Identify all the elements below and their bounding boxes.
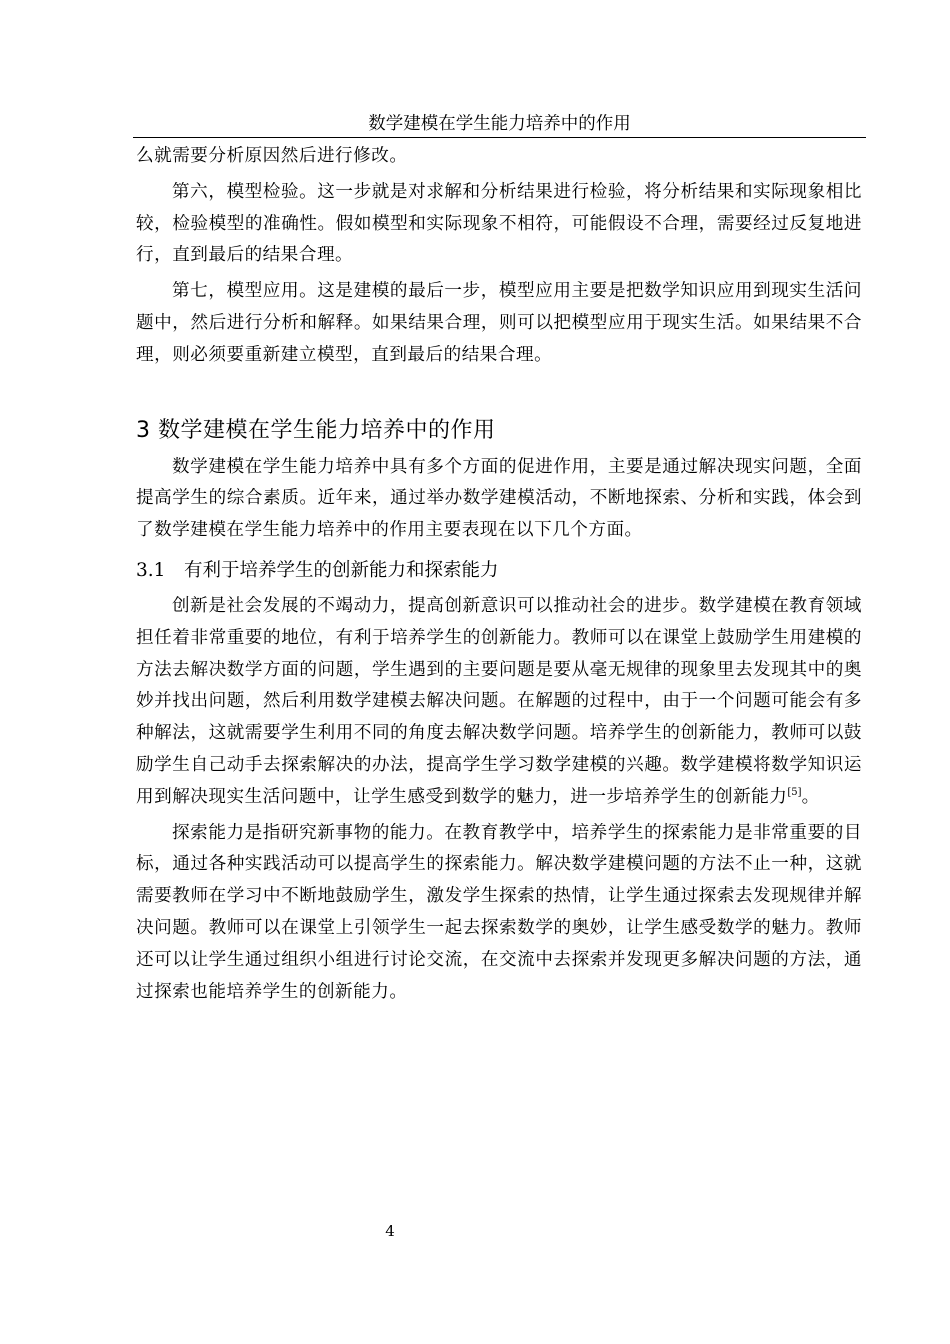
paragraph-continuation: 么就需要分析原因然后进行修改。 xyxy=(136,146,408,166)
paragraph-innovation-text: 创新是社会发展的不竭动力，提高创新意识可以推动社会的进步。数学建模在教育领域担任着非常重要的地位，有利于培养学生的创新能力。教师可以在课堂上鼓励学生用建模的方法去解决数学方面的问题，学生遇到的主要问题是要从毫无规律的现象里去发现其中的奥妙并找出问题，然后利用数学建模去解决问题。在解题的过程中，由于一个问题可能会有多种解法，这就需要学生利用不同的角度去解决数学问题。培养学生的创新能力，教师可以鼓励学生自己动手去探索解决的办法，提高学生学习数学建模的兴趣。数学建模将数学知识运用到解决现实生活问题中，让学生感受到数学的魅力，进一步培养学生的创新能力 xyxy=(136,595,862,807)
subsection-number: 3.1 xyxy=(136,559,166,581)
subsection-heading xyxy=(136,557,862,585)
subsection-title: 有利于培养学生的创新能力和探索能力 xyxy=(184,559,499,581)
section-heading: 3 数学建模在学生能力培养中的作用 xyxy=(136,417,496,443)
running-header: 数学建模在学生能力培养中的作用 xyxy=(368,114,631,134)
paragraph-innovation-end: 。 xyxy=(801,786,820,807)
paragraph-exploration: 探索能力是指研究新事物的能力。在教育教学中，培养学生的探索能力是非常重要的目标，通过各种实践活动可以提高学生的探索能力。解决数学建模问题的方法不止一种，这就需要教师在学习中不断地鼓励学生，激发学生探索的热情，让学生通过探索去发现规律并解决问题。教师可以在课堂上引领学生一起去探索数学的奥妙，让学生感受数学的魅力。教师还可以让学生通过组织小组进行讨论交流，在交流中去探索并发现更多解决问题的方法，通过探索也能培养学生的创新能力。 xyxy=(136,822,862,1002)
paragraph-step-seven: 第七，模型应用。这是建模的最后一步，模型应用主要是把数学知识应用到现实生活问题中，然后进行分析和解释。如果结果合理，则可以把模型应用于现实生活。如果结果不合理，则必须要重新建立模型，直到最后的结果合理。 xyxy=(136,281,862,365)
header-rule xyxy=(133,137,866,138)
section-intro-paragraph: 数学建模在学生能力培养中具有多个方面的促进作用，主要是通过解决现实问题，全面提高学生的综合素质。近年来，通过举办数学建模活动，不断地探索、分析和实践，体会到了数学建模在学生能力培养中的作用主要表现在以下几个方面。 xyxy=(136,456,862,541)
page-number: 4 xyxy=(385,1222,395,1240)
citation-reference[interactable]: [5] xyxy=(787,786,802,798)
paragraph-step-six: 第六，模型检验。这一步就是对求解和分析结果进行检验，将分析结果和实际现象相比较，检验模型的准确性。假如模型和实际现象不相符，可能假设不合理，需要经过反复地进行，直到最后的结果合理。 xyxy=(136,181,862,266)
paragraph-innovation xyxy=(136,591,862,814)
page-body xyxy=(136,141,862,1008)
